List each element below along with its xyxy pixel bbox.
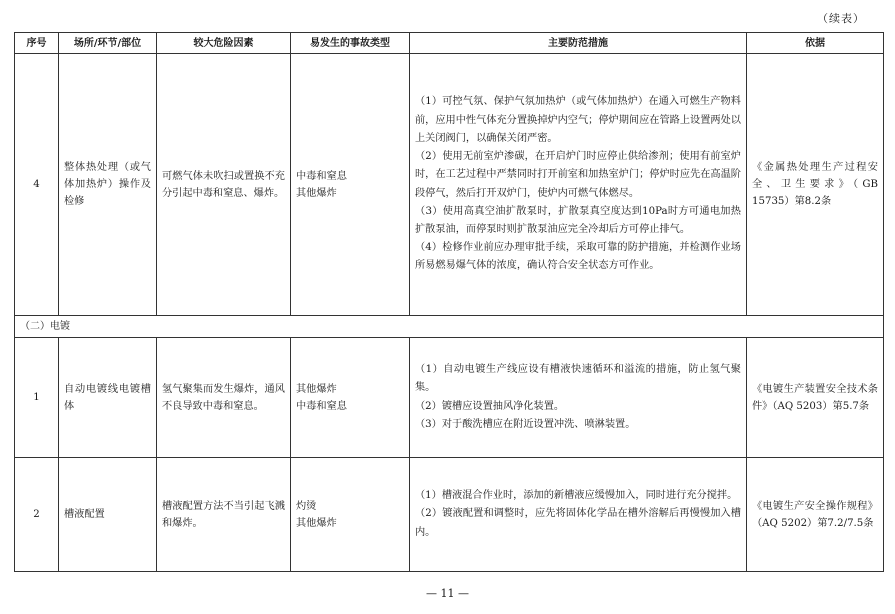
header-accident: 易发生的事故类型 bbox=[291, 33, 410, 54]
row-place: 整体热处理（或气体加热炉）操作及检修 bbox=[59, 54, 157, 316]
row-basis: 《电镀生产安全操作规程》（AQ 5202）第7.2/7.5条 bbox=[747, 458, 884, 572]
row-hazard: 氢气聚集而发生爆炸，通风不良导致中毒和窒息。 bbox=[157, 338, 291, 458]
row-place: 槽液配置 bbox=[59, 458, 157, 572]
header-no: 序号 bbox=[15, 33, 59, 54]
accident-type: 其他爆炸 bbox=[296, 187, 337, 199]
row-basis: 《金属热处理生产过程安全、卫生要求》（GB 15735）第8.2条 bbox=[747, 54, 884, 316]
row-place: 自动电镀线电镀槽体 bbox=[59, 338, 157, 458]
measure-item: （2）镀液配置和调整时，应先将固体化学品在槽外溶解后再慢慢加入槽内。 bbox=[415, 508, 741, 538]
page-number: — 11 — bbox=[426, 587, 469, 600]
continued-label: （续表） bbox=[817, 12, 865, 25]
row-hazard: 槽液配置方法不当引起飞溅和爆炸。 bbox=[157, 458, 291, 572]
measure-item: （2）镀槽应设置抽风净化装置。 bbox=[415, 400, 565, 412]
table-row bbox=[15, 458, 884, 572]
row-measures bbox=[410, 458, 747, 572]
measure-item: （1）可控气氛、保护气氛加热炉（或气体加热炉）在通入可燃生产物料前，应用中性气体充分置换掉炉内空气；停炉期间应在管路上设置两处以上关闭阀门，以确保关闭严密。 bbox=[415, 96, 741, 144]
accident-type: 中毒和窒息 bbox=[296, 170, 347, 182]
section-title: （二）电镀 bbox=[15, 316, 884, 338]
header-basis: 依据 bbox=[747, 33, 884, 54]
measure-item: （3）对于酸洗槽应在附近设置冲洗、喷淋装置。 bbox=[415, 418, 636, 430]
measure-item: （1）槽液混合作业时，添加的新槽液应缓慢加入，同时进行充分搅拌。 bbox=[415, 490, 738, 502]
row-accident bbox=[291, 338, 410, 458]
measure-item: （1）自动电镀生产线应设有槽液快速循环和溢流的措施，防止氢气聚集。 bbox=[415, 364, 741, 394]
row-no: 2 bbox=[15, 458, 59, 572]
row-no: 4 bbox=[15, 54, 59, 316]
row-measures bbox=[410, 338, 747, 458]
table-row bbox=[15, 54, 884, 316]
row-hazard: 可燃气体未吹扫或置换不充分引起中毒和窒息、爆炸。 bbox=[157, 54, 291, 316]
accident-type: 中毒和窒息 bbox=[296, 400, 347, 412]
row-measures bbox=[410, 54, 747, 316]
header-measures: 主要防范措施 bbox=[410, 33, 747, 54]
accident-type: 灼烫 bbox=[296, 500, 317, 512]
row-accident bbox=[291, 54, 410, 316]
section-row bbox=[15, 316, 884, 338]
row-basis: 《电镀生产装置安全技术条件》（AQ 5203）第5.7条 bbox=[747, 338, 884, 458]
table-row bbox=[15, 338, 884, 458]
header-place: 场所/环节/部位 bbox=[59, 33, 157, 54]
safety-table bbox=[14, 32, 884, 572]
measure-item: （4）检修作业前应办理审批手续，采取可靠的防护措施，并检测作业场所易燃易爆气体的浓度，确认符合安全状态方可作业。 bbox=[415, 242, 741, 272]
header-hazard: 较大危险因素 bbox=[157, 33, 291, 54]
row-accident bbox=[291, 458, 410, 572]
header-row bbox=[15, 33, 884, 54]
accident-type: 其他爆炸 bbox=[296, 383, 337, 395]
measure-item: （3）使用高真空油扩散泵时，扩散泵真空度达到10Pa时方可通电加热扩散泵油，而停泵时则扩散泵油应完全冷却后方可停止排气。 bbox=[415, 205, 741, 235]
measure-item: （2）使用无前室炉渗碳，在开启炉门时应停止供给渗剂；使用有前室炉时，在工艺过程中严禁同时打开前室和加热室炉门；停炉时应先在高温阶段停气，然后打开双炉门，使炉内可燃气体燃尽。 bbox=[415, 151, 741, 199]
accident-type: 其他爆炸 bbox=[296, 517, 337, 529]
row-no: 1 bbox=[15, 338, 59, 458]
